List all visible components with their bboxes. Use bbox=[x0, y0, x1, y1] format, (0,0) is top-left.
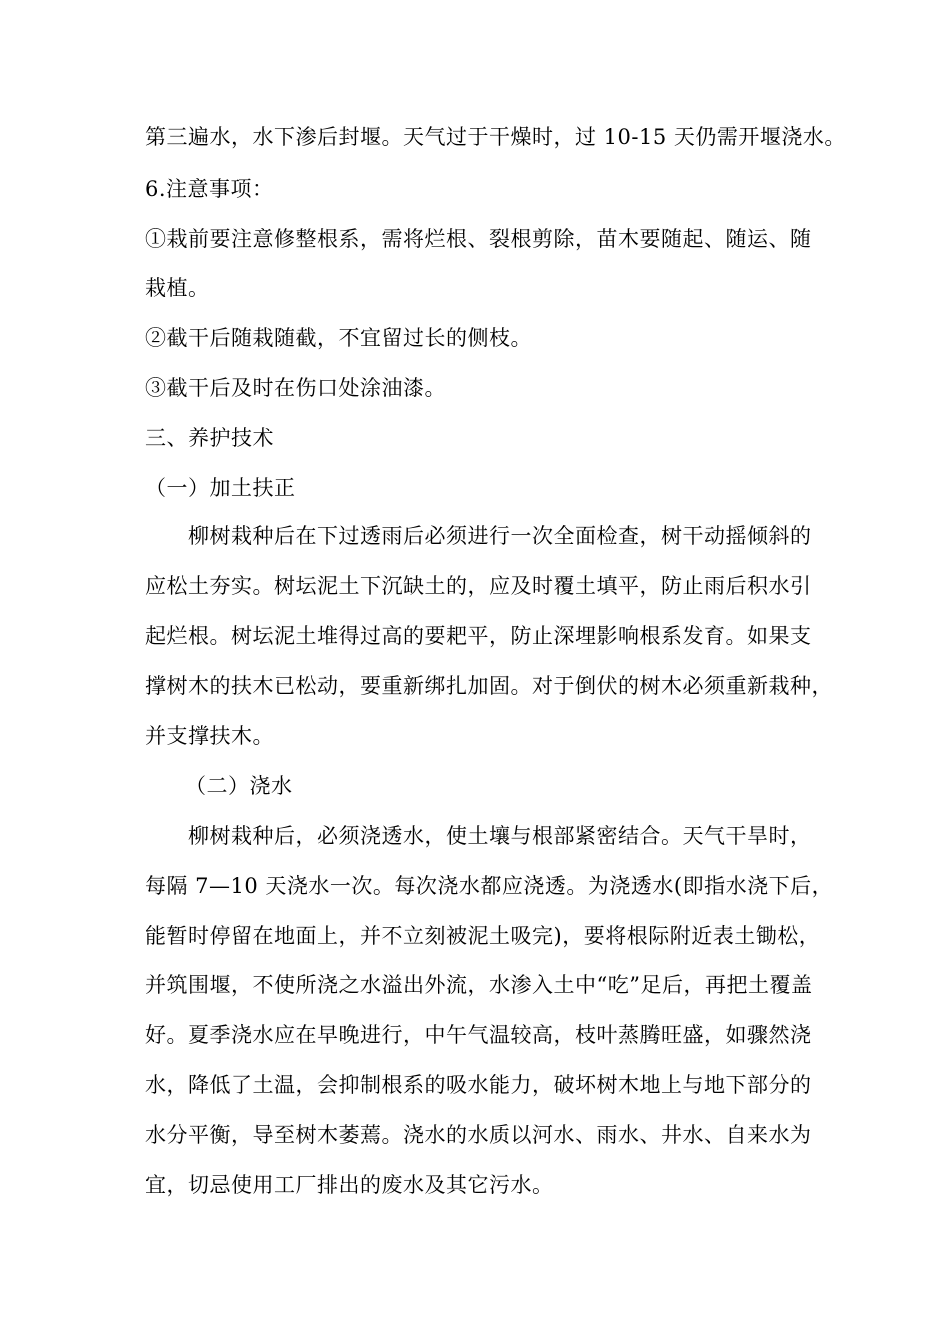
paragraph-line: 水，降低了土温，会抑制根系的吸水能力，破坏树木地上与地下部分的 bbox=[145, 1073, 812, 1097]
subsection-heading-watering: （二）浇水 bbox=[185, 774, 293, 798]
paragraph-line: 每隔 7—10 天浇水一次。每次浇水都应浇透。为浇透水(即指水浇下后， bbox=[145, 874, 834, 898]
paragraph-line: 并筑围堰，不使所浇之水溢出外流，水渗入土中“吃”足后，再把土覆盖 bbox=[145, 973, 813, 997]
list-item-1-continued: 栽植。 bbox=[145, 276, 210, 300]
paragraph-line: 第三遍水，水下渗后封堰。天气过于干燥时，过 10-15 天仍需开堰浇水。 bbox=[145, 125, 846, 149]
section-heading-maintenance: 三、养护技术 bbox=[145, 426, 274, 450]
list-item-3: ③截干后及时在伤口处涂油漆。 bbox=[145, 376, 446, 400]
paragraph-line: 应松土夯实。树坛泥土下沉缺土的，应及时覆土填平，防止雨后积水引 bbox=[145, 574, 812, 598]
paragraph-line: 柳树栽种后，必须浇透水，使土壤与根部紧密结合。天气干旱时， bbox=[188, 824, 812, 848]
paragraph-line: 宜，切忌使用工厂排出的废水及其它污水。 bbox=[145, 1173, 554, 1197]
list-item-2: ②截干后随栽随截，不宜留过长的侧枝。 bbox=[145, 326, 532, 350]
paragraph-line: 好。夏季浇水应在早晚进行，中午气温较高，枝叶蒸腾旺盛，如骤然浇 bbox=[145, 1023, 812, 1047]
paragraph-line: 能暂时停留在地面上，并不立刻被泥土吸完)，要将根际附近表土锄松， bbox=[145, 924, 821, 948]
paragraph-line: 起烂根。树坛泥土堆得过高的要耙平，防止深埋影响根系发育。如果支 bbox=[145, 624, 812, 648]
paragraph-line: 柳树栽种后在下过透雨后必须进行一次全面检查，树干动摇倾斜的 bbox=[188, 524, 812, 548]
subsection-heading-soil: （一）加土扶正 bbox=[145, 476, 296, 500]
paragraph-line: 撑树木的扶木已松动，要重新绑扎加固。对于倒伏的树木必须重新栽种， bbox=[145, 674, 833, 698]
list-item-1: ①栽前要注意修整根系，需将烂根、裂根剪除，苗木要随起、随运、随 bbox=[145, 227, 812, 251]
section-heading-notes: 6.注意事项： bbox=[145, 177, 274, 201]
paragraph-line: 并支撑扶木。 bbox=[145, 724, 274, 748]
paragraph-line: 水分平衡，导至树木萎蔫。浇水的水质以河水、雨水、井水、自来水为 bbox=[145, 1123, 812, 1147]
